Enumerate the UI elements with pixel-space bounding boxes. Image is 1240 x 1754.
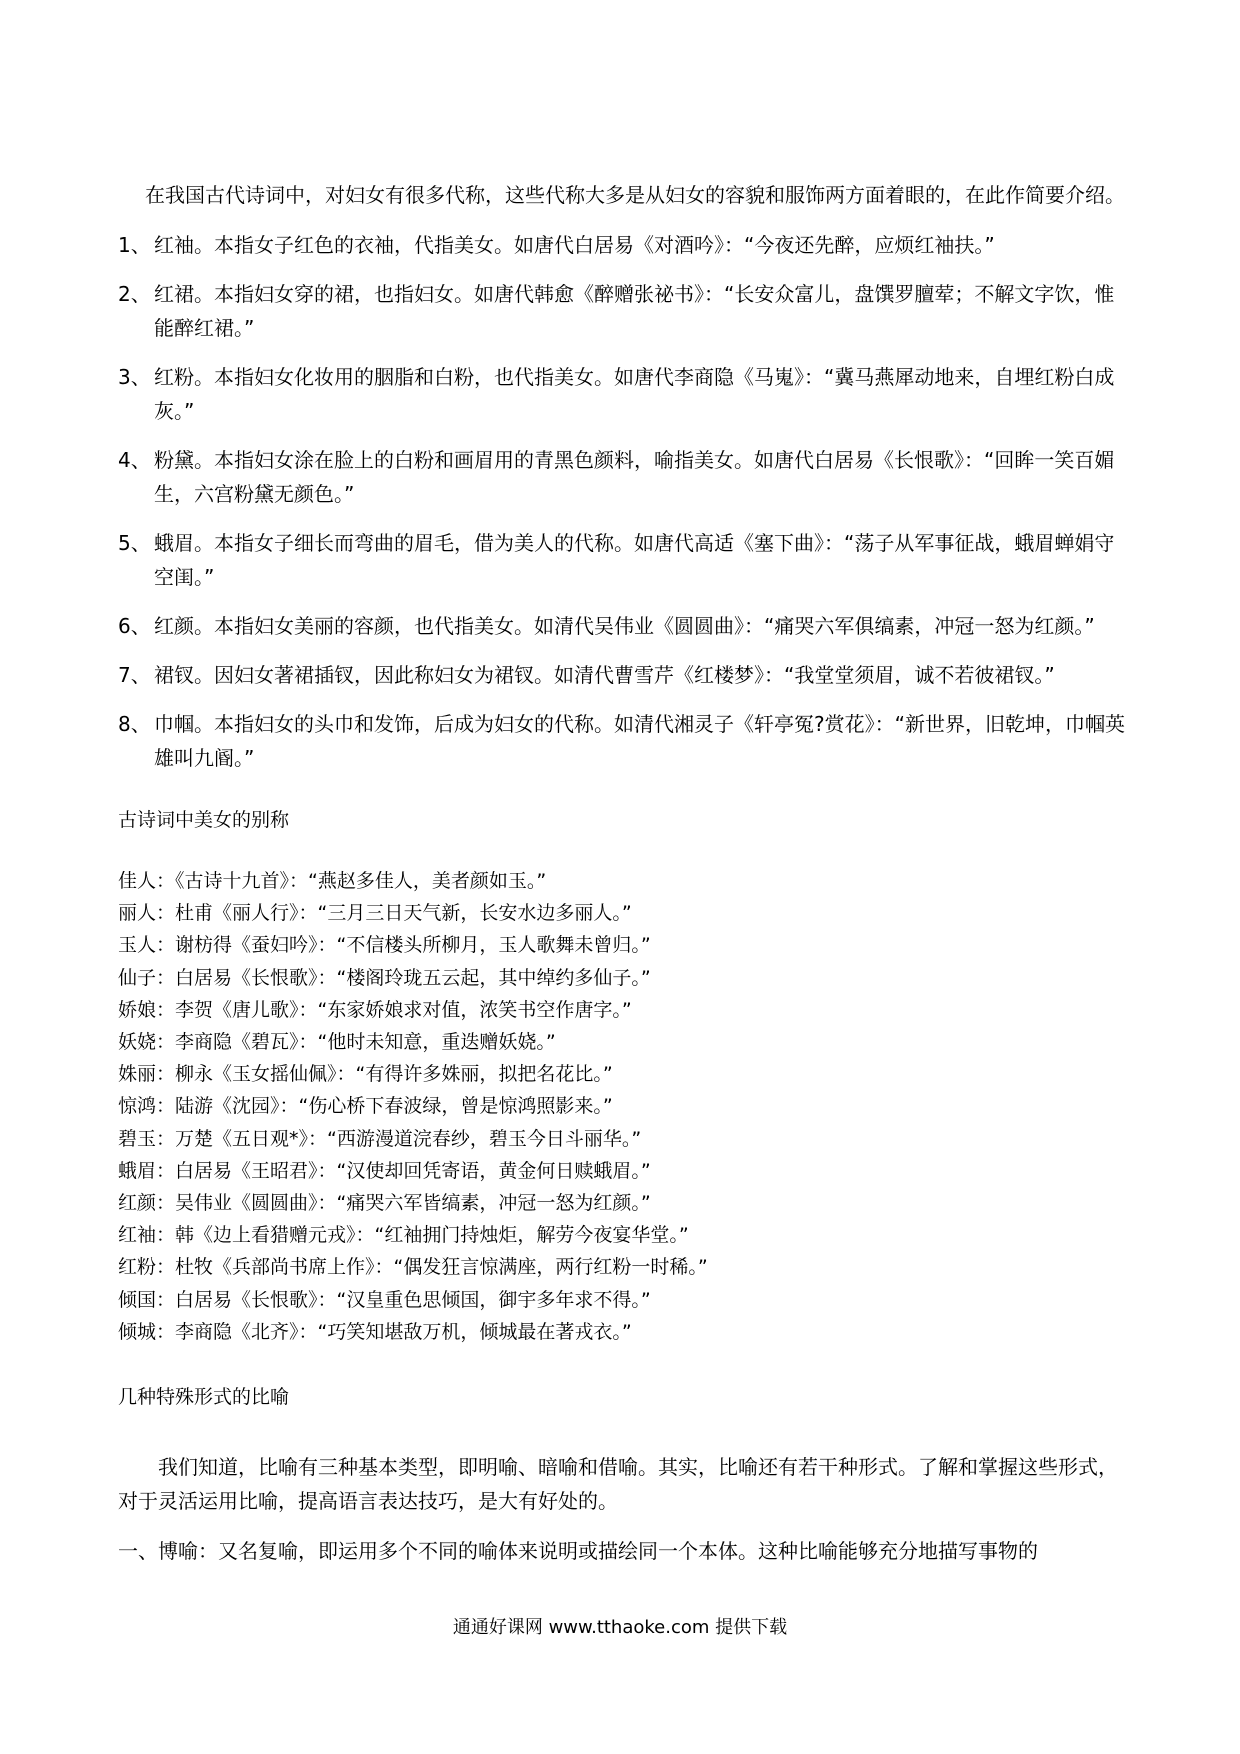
list-item: 姝丽：柳永《玉女摇仙佩》：“有得许多姝丽，拟把名花比。” — [118, 1063, 613, 1086]
item-number: 1、 — [118, 233, 151, 257]
metaphor-type-paragraph: 一、博喻：又名复喻，即运用多个不同的喻体来说明或描绘同一个本体。这种比喻能够充分地描写事物的 — [118, 1539, 1038, 1564]
list-item: 佳人：《古诗十九首》：“燕赵多佳人，美者颜如玉。” — [118, 870, 547, 892]
list-item — [118, 658, 1126, 692]
intro-paragraph: 在我国古代诗词中，对妇女有很多代称，这些代称大多是从妇女的容貌和服饰两方面着眼的，在此作简要介绍。 — [145, 183, 1125, 207]
list-item: 玉人：谢枋得《蚕妇吟》：“不信楼头所柳月，玉人歌舞未曾归。” — [118, 934, 651, 957]
list-item: 红颜：吴伟业《圆圆曲》：“痛哭六军皆缟素，冲冠一怒为红颜。” — [118, 1192, 651, 1215]
item-text: 裙钗。因妇女著裙插钗，因此称妇女为裙钗。如清代曹雪芹《红楼梦》：“我堂堂须眉，诚不若彼裙钗。” — [154, 663, 1055, 687]
list-item: 红袖：韩《边上看猎赠元戎》：“红袖拥门持烛炬，解劳今夜宴华堂。” — [118, 1224, 689, 1247]
metaphor-intro-paragraph: 我们知道，比喻有三种基本类型，即明喻、暗喻和借喻。其实，比喻还有若干种形式。了解和掌握这些形式，对于灵活运用比喻，提高语言表达技巧，是大有好处的。 — [118, 1455, 1118, 1514]
list-item: 碧玉：万楚《五日观*》：“西游漫道浣春纱，碧玉今日斗丽华。” — [118, 1127, 642, 1150]
item-text: 红裙。本指妇女穿的裙，也指妇女。如唐代韩愈《醉赠张祕书》：“长安众富儿，盘馔罗膻荤；不解文字饮，惟能醉红裙。” — [154, 282, 1115, 340]
list-item: 惊鸿：陆游《沈园》：“伤心桥下春波绿，曾是惊鸿照影来。” — [118, 1095, 613, 1118]
list-item: 娇娘：李贺《唐儿歌》：“东家娇娘求对值，浓笑书空作唐字。” — [118, 998, 632, 1021]
list-item: 仙子：白居易《长恨歌》：“楼阁玲珑五云起，其中绰约多仙子。” — [118, 966, 651, 989]
item-text: 红粉。本指妇女化妆用的胭脂和白粉，也代指美女。如唐代李商隐《马嵬》：“冀马燕犀动地来，自埋红粉白成灰。” — [154, 365, 1115, 423]
item-number: 6、 — [118, 614, 151, 638]
female-alias-list — [118, 228, 1126, 775]
list-item — [118, 707, 1126, 775]
item-number: 2、 — [118, 282, 151, 306]
item-text: 红颜。本指妇女美丽的容颜，也代指美女。如清代吴伟业《圆圆曲》：“痛哭六军俱缟素，冲冠一怒为红颜。” — [154, 614, 1095, 638]
list-item — [118, 609, 1126, 643]
item-number: 5、 — [118, 531, 151, 555]
item-text: 蛾眉。本指女子细长而弯曲的眉毛，借为美人的代称。如唐代高适《塞下曲》：“荡子从军事征战，蛾眉蝉娟守空闺。” — [154, 531, 1115, 589]
list-item: 倾城：李商隐《北齐》：“巧笑知堪敌万机，倾城最在著戎衣。” — [118, 1320, 632, 1343]
item-number: 3、 — [118, 365, 151, 389]
section-heading-beauty-aliases: 古诗词中美女的别称 — [118, 809, 290, 831]
document-body — [118, 178, 1126, 1584]
item-text: 巾帼。本指妇女的头巾和发饰，后成为妇女的代称。如清代湘灵子《轩亭冤?赏花》：“新世界，旧乾坤，巾帼英雄叫九阍。” — [154, 712, 1125, 770]
list-item — [118, 526, 1126, 594]
page-footer: 通通好课网 www.tthaoke.com 提供下载 — [452, 1617, 788, 1638]
item-text: 粉黛。本指妇女涂在脸上的白粉和画眉用的青黑色颜料，喻指美女。如唐代白居易《长恨歌》：“回眸一笑百媚生，六宫粉黛无颜色。” — [154, 448, 1115, 506]
list-item — [118, 360, 1126, 428]
list-item — [118, 443, 1126, 511]
list-item: 倾国：白居易《长恨歌》：“汉皇重色思倾国，御宇多年求不得。” — [118, 1288, 651, 1311]
list-item: 红粉：杜牧《兵部尚书席上作》：“偶发狂言惊满座，两行红粉一时稀。” — [118, 1256, 708, 1279]
section-heading-metaphor: 几种特殊形式的比喻 — [118, 1386, 290, 1409]
list-item: 蛾眉：白居易《王昭君》：“汉使却回凭寄语，黄金何日赎蛾眉。” — [118, 1159, 651, 1182]
item-text: 红袖。本指女子红色的衣袖，代指美女。如唐代白居易《对酒吟》：“今夜还先醉，应烦红袖扶。” — [154, 233, 995, 257]
list-item — [118, 228, 1126, 262]
item-number: 4、 — [118, 448, 151, 472]
list-item — [118, 277, 1126, 345]
beauty-alias-list — [118, 865, 1126, 1348]
item-number: 7、 — [118, 663, 151, 687]
list-item: 丽人：杜甫《丽人行》：“三月三日天气新，长安水边多丽人。” — [118, 902, 632, 925]
item-number: 8、 — [118, 712, 151, 736]
list-item: 妖娆：李商隐《碧瓦》：“他时未知意，重迭赠妖娆。” — [118, 1031, 556, 1054]
